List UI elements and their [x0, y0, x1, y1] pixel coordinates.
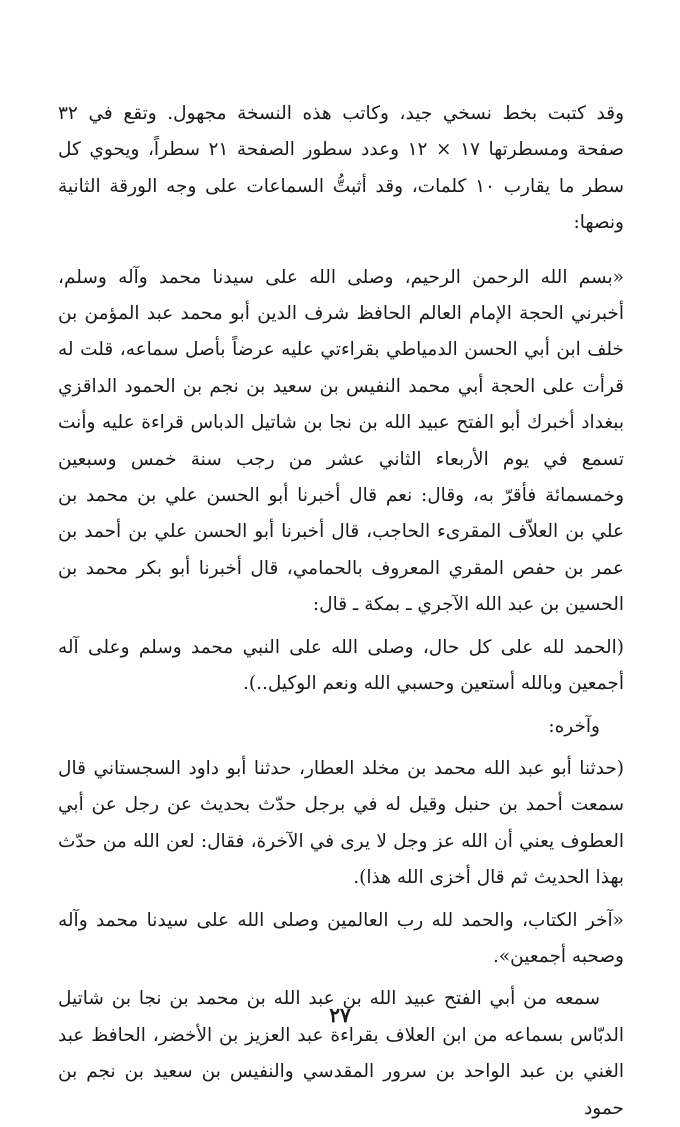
hearing-record-paragraph: سمعه من أبي الفتح عبيد الله بن عبد الله بن محمد بن نجا بن شاتيل الدبّاس بسماعه من ابن العلاف بقراءة عبد العزيز بن الأخضر، الحافظ عبد الغني بن عبد الواحد بن سرور المقدسي والنفيس بن سعيد بن نجم بن حمود	[58, 988, 624, 1119]
book-ending-paragraph: (حدثنا أبو عبد الله محمد بن مخلد العطار، حدثنا أبو داود السجستاني قال سمعت أحمد بن حنبل وقيل له في برجل حدّث بحديث عن رجل عن أبي العطوف يعني أن الله عز وجل لا يرى في الآخرة، فقال: لعن الله من حدّث بهذا الحديث ثم قال أخزى الله هذا).	[58, 757, 624, 889]
page-body	[58, 96, 624, 1127]
ending-label: وآخره:	[548, 715, 600, 737]
colophon-paragraph: «آخر الكتاب، والحمد لله رب العالمين وصلى الله على سيدنا محمد وآله وصحبه أجمعين».	[58, 909, 624, 967]
book-opening-paragraph: (الحمد لله على كل حال، وصلى الله على النبي محمد وسلم وعلى آله أجمعين وبالله أستعين وحسبي الله ونعم الوكيل..).	[58, 636, 624, 695]
intro-paragraph: وقد كتبت بخط نسخي جيد، وكاتب هذه النسخة مجهول. وتقع في ٣٢ صفحة ومسطرتها ١٧ × ١٢ وعدد سطور الصفحة ٢١ سطراً، ويحوي كل سطر ما يقارب ١٠ كلمات، وقد أثبتُّ السماعات على وجه الورقة الثانية ونصها:	[58, 103, 624, 234]
page-number: ٢٧	[329, 1003, 351, 1027]
samaa-opening-paragraph: «بسم الله الرحمن الرحيم، وصلى الله على سيدنا محمد وآله وسلم، أخبرني الحجة الإمام العالم الحافظ شرف الدين أبو محمد عبد المؤمن بن خلف ابن أبي الحسن الدمياطي بقراءتي عليه عرضاً بأصل سماعه، قلت له قرأت على الحجة أبي محمد النفيس بن سعيد بن نجم بن الحمود الداقزي ببغداد أخبرك أبو الفتح عبيد الله بن نجا بن شاتيل الدباس قراءة عليه وأنت تسمع في يوم الأربعاء الثاني عشر من رجب سنة خمس وسبعين وخمسمائة فأقرّ به، وقال: نعم قال أخبرنا أبو الحسن علي بن محمد بن علي بن العلاّف المقرىء الحاجب، قال أخبرنا أبو الحسن علي بن أحمد بن عمر بن حفص المقري المعروف بالحمامي، قال أخبرنا أبو بكر محمد بن الحسين بن عبد الله الآجري ـ بمكة ـ قال:	[58, 266, 624, 616]
